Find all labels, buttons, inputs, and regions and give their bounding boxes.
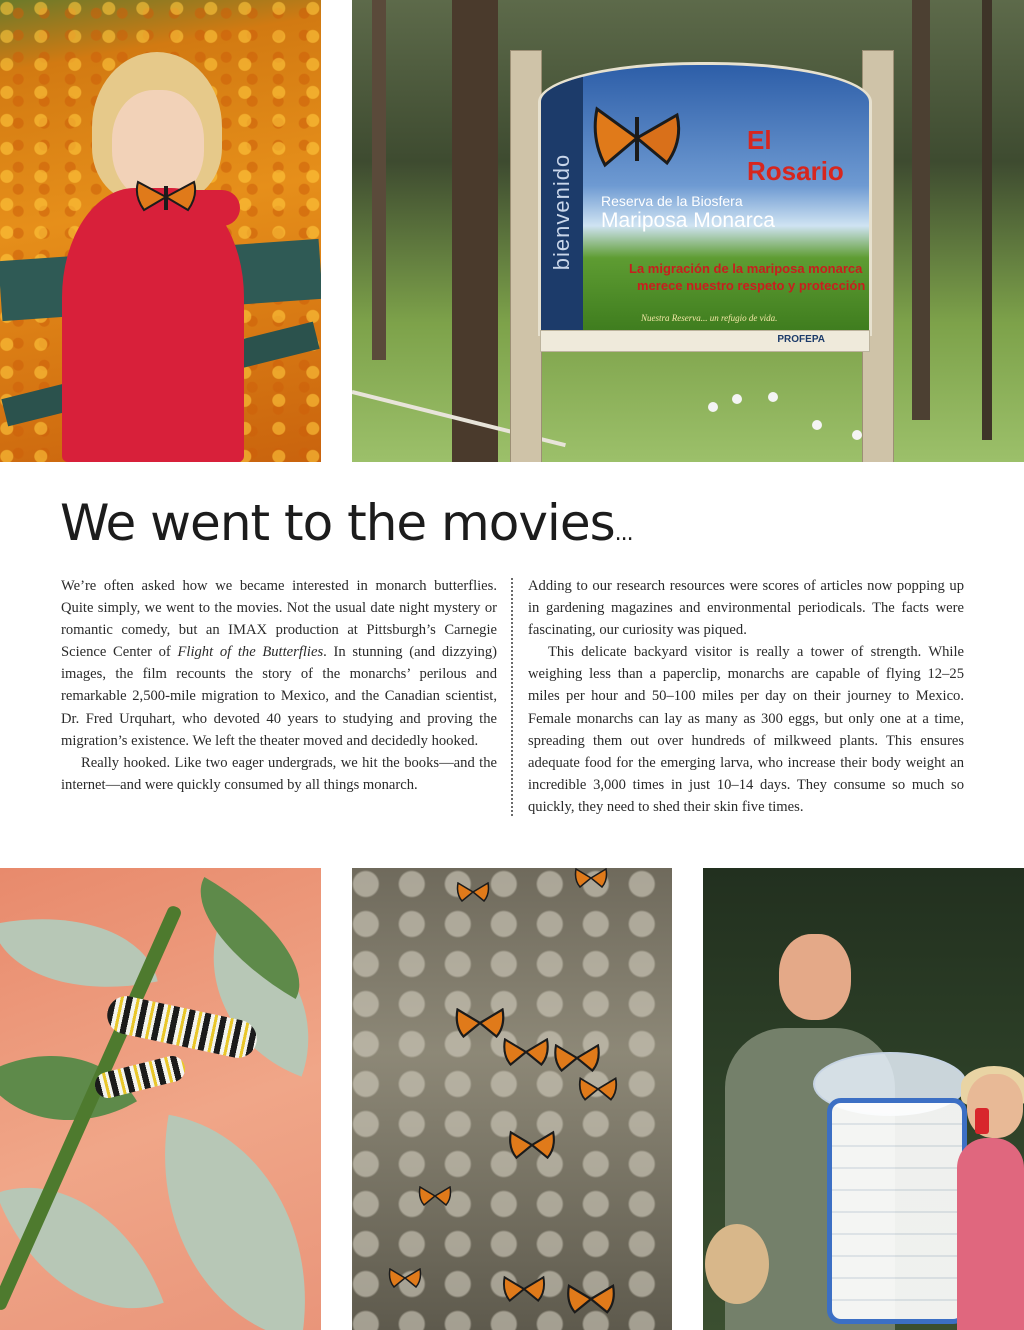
white-flower (732, 394, 742, 404)
sign-message: merece nuestro respeto y protección (637, 278, 866, 293)
white-flower (852, 430, 862, 440)
monarch-butterfly-icon (452, 1008, 508, 1038)
paragraph (61, 575, 497, 752)
text-column-right (528, 575, 964, 818)
monarch-butterfly-icon (134, 180, 198, 214)
monarch-butterfly-icon (566, 1284, 616, 1314)
page-title (60, 494, 633, 552)
monarch-butterfly-icon (502, 1274, 546, 1304)
monarch-butterfly-icon (591, 105, 683, 171)
paragraph: This delicate backyard visitor is really a tower of strength. While weighing less than a paperclip, monarchs are capable of flying 12–25 miles per hour and 50–100 miles per day on their journey to Mexico. Female monarchs can lay as many as 300 eggs, but only one at a time, spreading them out over hundreds of milkweed plants. This ensures adequate food for the emerging larva, who increase their body weight an incredible 3,000 times in just 10–14 days. They consume so much so quickly, they need to shed their skin five times. (528, 644, 964, 815)
paragraph-text: . In stunning (and dizzying) images, the film recounts the story of the monarchs’ perilous and remarkable 2,500-mile migration to Mexico, and the Canadian scientist, Dr. Fred Urquhart, who devoted 40 years to studying and proving the migration’s existence. We left the theater moved and decidedly hooked. (61, 644, 497, 749)
white-flower (812, 420, 822, 430)
film-title: Flight of the Butterflies (177, 644, 324, 661)
page-title-ellipsis: ... (614, 521, 633, 546)
tree-trunk (452, 0, 498, 462)
white-flower (708, 402, 718, 412)
woman-shirt (957, 1138, 1024, 1330)
photo-girl-with-monarch (0, 0, 321, 462)
sign-subtitle: Reserva de la Biosfera (601, 193, 743, 209)
phone-icon (975, 1108, 989, 1134)
white-flower (768, 392, 778, 402)
page-title-text: We went to the movies (60, 494, 615, 552)
monarch-butterfly-icon (388, 1268, 422, 1288)
sign-welcome-text: bienvenido (549, 153, 574, 271)
column-divider (511, 578, 513, 816)
reserve-signboard (538, 62, 872, 336)
sign-logo-strip (540, 330, 870, 352)
monarch-butterfly-icon (578, 1076, 618, 1102)
sign-logo: PROFEPA (777, 334, 825, 345)
man-head (779, 934, 851, 1020)
paragraph-text: We’re often asked how we became interested in monarch butterflies. Quite simply, we went to the movies. Not the usual date night mystery or romantic comedy, but an IMAX production at Pittsburgh’s Carnegie Science Center of (61, 578, 497, 661)
red-dress (62, 188, 244, 462)
tree-trunk (982, 0, 992, 440)
monarch-butterfly-icon (552, 1044, 602, 1072)
monarch-butterfly-icon (418, 1186, 452, 1206)
sign-message: La migración de la mariposa monarca (629, 261, 863, 276)
paragraph: Adding to our research resources were scores of articles now popping up in gardening magazines and environmental periodicals. The facts were fascinating, our curiosity was piqued. (528, 578, 964, 639)
sign-heading: Mariposa Monarca (601, 209, 775, 232)
photo-monarch-cluster (352, 868, 672, 1330)
child-head (705, 1224, 769, 1304)
monarch-butterfly-icon (574, 868, 608, 888)
butterfly-mesh-cage (827, 1098, 967, 1324)
photo-butterfly-release (703, 868, 1024, 1330)
sign-title: El Rosario (747, 125, 844, 186)
sign-tagline: Nuestra Reserva... un refugio de vida. (641, 313, 778, 323)
monarch-butterfly-icon (456, 882, 490, 902)
monarch-butterfly-icon (508, 1130, 556, 1160)
photo-reserve-sign (352, 0, 1024, 462)
tree-trunk (912, 0, 930, 420)
text-column-left (61, 575, 497, 796)
paragraph: Really hooked. Like two eager undergrads, we hit the books—and the internet—and were quickly consumed by all things monarch. (61, 754, 497, 793)
tree-trunk (372, 0, 386, 360)
monarch-butterfly-icon (502, 1038, 550, 1066)
photo-caterpillars (0, 868, 321, 1330)
